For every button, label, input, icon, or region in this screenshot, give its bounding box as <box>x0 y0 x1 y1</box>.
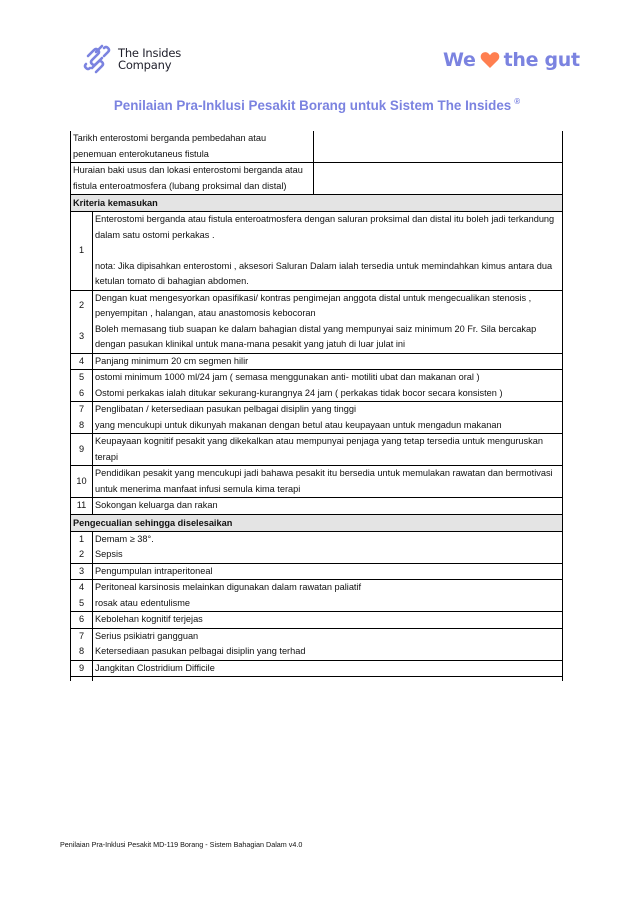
row-number: 5 <box>71 596 93 612</box>
row-number: 1 <box>71 532 93 548</box>
table-row <box>71 629 562 645</box>
row-text: Sepsis <box>95 549 123 559</box>
row-text: Kebolehan kognitif terjejas <box>95 614 203 624</box>
row-text: Dengan kuat mengesyorkan opasifikasi/ kontras pengimejan anggota distal untuk mengecualikan stenosis , penyempitan , halangan, atau anastomosis kebocoran <box>95 292 532 318</box>
page-title <box>0 97 634 113</box>
table-row <box>71 131 562 163</box>
table-row <box>71 434 562 466</box>
slogan-prefix: We <box>443 49 476 71</box>
row-text: Demam ≥ 38°. <box>95 533 154 544</box>
section-header-row <box>71 195 562 212</box>
table-row <box>71 402 562 418</box>
row-number: 8 <box>71 418 93 434</box>
table-tail <box>71 677 93 681</box>
page-footer: Penilaian Pra-Inklusi Pesakit MD-119 Borang - Sistem Bahagian Dalam v4.0 <box>60 840 303 849</box>
table-row <box>71 596 562 613</box>
table-row <box>71 466 562 498</box>
section-header-row <box>71 515 562 532</box>
table-row <box>71 291 562 322</box>
registered-mark: ® <box>514 97 521 106</box>
company-name-line2: Company <box>118 58 172 72</box>
row-text: ostomi minimum 1000 ml/24 jam ( semasa menggunakan anti- motiliti ubat dan makanan oral ) <box>95 372 480 382</box>
company-name <box>118 47 181 71</box>
company-name-line1: The Insides <box>118 46 182 60</box>
row-text: Sokongan keluarga dan rakan <box>95 500 218 510</box>
row-number: 4 <box>71 580 93 596</box>
table-row <box>71 612 562 629</box>
field-label: Tarikh enterostomi berganda pembedahan atau penemuan enterokutaneus fistula <box>71 131 314 162</box>
row-number: 9 <box>71 434 93 465</box>
row-number: 8 <box>71 644 93 660</box>
table-row <box>71 547 562 564</box>
row-text: Serius psikiatri gangguan <box>95 630 199 641</box>
slogan-suffix: the gut <box>503 49 580 71</box>
row-text: Pendidikan pesakit yang mencukupi jadi bahawa pesakit itu bersedia untuk memulakan rawatan dan bermotivasi untuk menerima manfaat infusi semula kima terapi <box>95 468 553 494</box>
row-text: Ketersediaan pasukan pelbagai disiplin yang terhad <box>95 646 306 656</box>
row-text <box>93 212 562 290</box>
row-number: 9 <box>71 661 93 677</box>
row-number: 10 <box>71 466 93 497</box>
row-text: yang mencukupi untuk dikunyah makanan dengan betul atau keupayaan untuk mengadun makanan <box>95 419 502 430</box>
row-number: 6 <box>71 386 93 402</box>
slogan-logo <box>443 49 580 71</box>
page-title-text: Penilaian Pra-Inklusi Pesakit Borang untuk Sistem The Insides <box>113 98 512 113</box>
row-text: Boleh memasang tiub suapan ke dalam bahagian distal yang mempunyai saiz minimum 20 Fr. Sila bercakap dengan pasukan klinikal untuk mana-mana pesakit yang jatuh di luar julat ini <box>95 323 537 349</box>
table-row <box>71 418 562 435</box>
row-text: rosak atau edentulisme <box>95 597 190 608</box>
inclusion-heading: Kriteria kemasukan <box>71 195 562 211</box>
table-row <box>71 532 562 548</box>
row-number: 7 <box>71 402 93 418</box>
row-number: 4 <box>71 354 93 370</box>
assessment-table <box>70 131 563 681</box>
row-number: 7 <box>71 629 93 645</box>
field-value-input[interactable] <box>314 131 562 162</box>
row-number: 6 <box>71 612 93 628</box>
field-value-input[interactable] <box>314 163 562 194</box>
table-row <box>71 644 562 661</box>
row-number: 2 <box>71 547 93 563</box>
table-row <box>71 212 562 291</box>
table-row <box>71 661 562 678</box>
field-label: Huraian baki usus dan lokasi enterostomi berganda atau fistula enteroatmosfera (lubang proksimal dan distal) <box>71 163 314 194</box>
criterion-note: nota: Jika dipisahkan enterostomi , aksesori Saluran Dalam ialah tersedia untuk memindahkan kimus antara dua ketulan tomato di bahagian abdomen. <box>95 260 553 286</box>
row-text: Panjang minimum 20 cm segmen hilir <box>95 355 249 366</box>
row-text: Ostomi perkakas ialah ditukar sekurang-kurangnya 24 jam ( perkakas tidak bocor secara konsisten ) <box>95 387 503 398</box>
table-row <box>71 322 562 354</box>
row-number: 5 <box>71 370 93 386</box>
company-logo-icon <box>82 44 112 74</box>
exclusion-heading: Pengecualian sehingga diselesaikan <box>71 515 562 531</box>
row-number: 2 <box>71 291 93 322</box>
table-row <box>71 354 562 371</box>
table-row <box>71 580 562 596</box>
heart-icon <box>480 51 500 69</box>
row-text: Peritoneal karsinosis melainkan digunakan dalam rawatan paliatif <box>95 582 362 592</box>
row-number: 11 <box>71 498 93 514</box>
table-row <box>71 163 562 195</box>
company-logo <box>82 44 181 74</box>
table-row <box>71 386 562 403</box>
table-row <box>71 370 562 386</box>
row-text: Pengumpulan intraperitoneal <box>95 565 213 576</box>
row-text: Jangkitan Clostridium Difficile <box>95 662 215 673</box>
row-number: 1 <box>71 212 93 290</box>
row-number: 3 <box>71 564 93 580</box>
row-text: Keupayaan kognitif pesakit yang dikekalkan atau mempunyai penjaga yang tetap tersedia untuk menguruskan terapi <box>95 436 543 462</box>
table-row <box>71 498 562 515</box>
row-number: 3 <box>71 322 93 353</box>
table-row <box>71 564 562 581</box>
row-text: Penglibatan / ketersediaan pasukan pelbagai disiplin yang tinggi <box>95 404 357 414</box>
criterion-text: Enterostomi berganda atau fistula enteroatmosfera dengan saluran proksimal dan distal itu boleh jadi terkandung dalam satu ostomi perkakas . <box>95 214 555 240</box>
